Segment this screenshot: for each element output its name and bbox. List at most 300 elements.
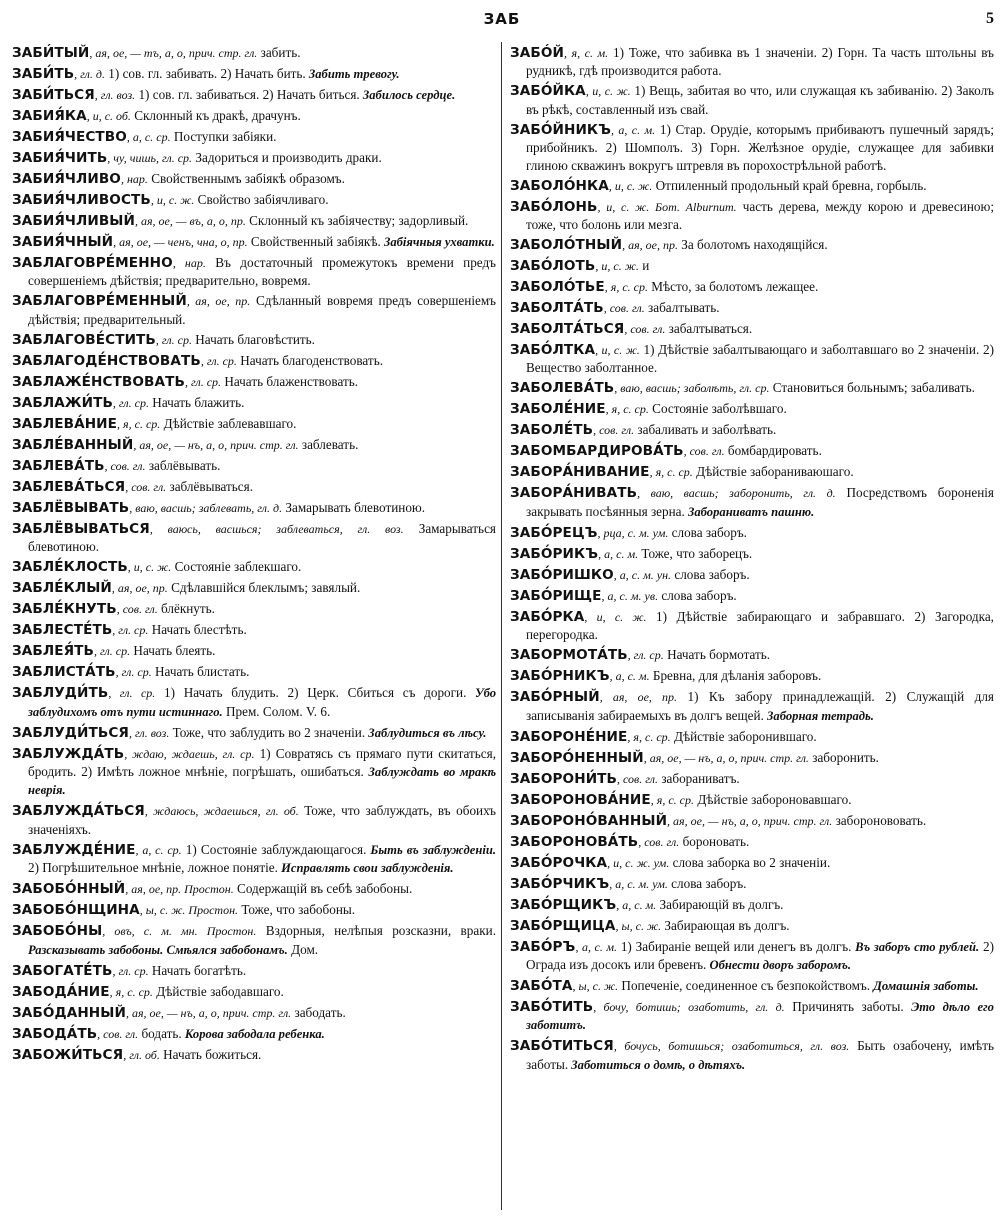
headword: ЗАБО́РИЩЕ: [510, 587, 602, 604]
definition: слова заборка во 2 значеніи.: [669, 854, 831, 870]
dictionary-entry: [12, 128, 496, 146]
headword: ЗАБО́ЛТКА: [510, 342, 596, 359]
dictionary-entry: [510, 278, 994, 296]
definition: Начать благовѣстить.: [191, 331, 315, 347]
dictionary-entry: [12, 373, 496, 391]
usage-example: Забить тревогу.: [305, 67, 400, 81]
headword: ЗАБОБО́НЩИНА: [12, 902, 140, 919]
definition: Начать блаженствовать.: [221, 373, 359, 389]
dictionary-entry: [510, 833, 994, 851]
headword: ЗАБЛЕВА́ТЬСЯ: [12, 478, 126, 495]
headword: ЗАБО́РЪ: [510, 938, 576, 955]
grammar-note: , и, с. ж. Бот. Alburnum.: [597, 199, 737, 214]
headword: ЗАБОРОНИ́ТЬ: [510, 770, 618, 787]
headword: ЗАБОРМОТА́ТЬ: [510, 647, 628, 664]
grammar-note: , и, с. ж.: [595, 343, 640, 358]
headword: ЗАБЛАЖИ́ТЬ: [12, 394, 113, 411]
definition: Причинять заботы.: [784, 999, 904, 1015]
dictionary-entry: [12, 457, 496, 475]
grammar-note: , ваю, васшь; заборонить, гл. д.: [637, 486, 836, 501]
dictionary-entry: [12, 642, 496, 660]
definition: 1) сов. гл. забиваться. 2) Начать биться.: [135, 87, 360, 102]
dictionary-entry: [510, 646, 994, 664]
headword: ЗАБОРА́НИВАТЬ: [510, 485, 638, 502]
headword: ЗАБОЛО́НКА: [510, 177, 609, 194]
dictionary-entry: [510, 977, 994, 995]
definition: заблёвывать.: [145, 457, 221, 473]
definition: 1) Начать блудить. 2) Церк. Сбиться съ дороги.: [155, 685, 467, 701]
grammar-note: , сов. гл.: [617, 771, 659, 786]
headword: ЗАБО́ТИТЬСЯ: [510, 1038, 614, 1055]
definition: заборонововать.: [832, 812, 927, 828]
headword: ЗАБО́РЧИКЪ: [510, 875, 610, 892]
headword: ЗАБИЯ́ЧЛИВОСТЬ: [12, 192, 151, 208]
definition: Посредствомъ бороненія закрывать посѣянныя зерна.: [526, 485, 994, 519]
definition: Дѣйствіе заборонившаго.: [670, 728, 817, 744]
grammar-note: , сов. гл.: [603, 301, 645, 316]
headword: ЗАБОБО́ННЫЙ: [12, 881, 126, 898]
dictionary-entry: [12, 499, 496, 517]
headword: ЗАБИ́ТЬ: [12, 66, 75, 82]
dictionary-entry: [12, 292, 496, 328]
dictionary-entry: [12, 1046, 496, 1064]
definition: 1) Къ забору принадлежащій. 2) Служащій для записыванія забираемыхъ въ долгъ вещей.: [526, 689, 994, 723]
grammar-note: , гл. ср.: [108, 686, 156, 701]
grammar-note: , гл. ср.: [627, 648, 664, 663]
headword: ЗАБЛАГОВЕ́СТИТЬ: [12, 331, 156, 348]
grammar-note: , ая, ое, — тъ, а, о, прич. стр. гл.: [89, 46, 258, 60]
grammar-note: , и, с. ж.: [150, 193, 195, 207]
headword: ЗАБОРОНО́ВАННЫЙ: [510, 812, 668, 829]
dictionary-entry: [12, 212, 496, 230]
usage-example: Быть въ заблужденіи.: [366, 842, 496, 857]
grammar-note: , и, с. ж.: [595, 259, 639, 274]
headword: ЗАБО́ТИТЬ: [510, 999, 594, 1016]
headword: ЗАБЛУДИ́ТЬСЯ: [12, 724, 129, 741]
dictionary-entry: [510, 1037, 994, 1074]
grammar-note: , ая, ое, — нъ, а, о, прич. стр. гл.: [125, 1005, 292, 1020]
dictionary-entry: [12, 149, 496, 167]
dictionary-entry: [12, 802, 496, 838]
grammar-note: , ваю, васшь; заболѣть, гл. ср.: [614, 381, 770, 396]
dictionary-entry: [12, 478, 496, 496]
dictionary-entry: [12, 44, 496, 62]
grammar-note: , я, с. ср.: [650, 792, 695, 807]
definition: 1) Забираніе вещей или денегъ въ долгъ.: [617, 938, 852, 954]
definition: слова заборъ.: [667, 875, 747, 891]
headword: ЗАБЛУЖДЕ́НИЕ: [12, 841, 136, 858]
grammar-note: , ая, ое, пр.: [599, 690, 678, 705]
headword: ЗАБОГАТЕ́ТЬ: [12, 962, 113, 979]
dictionary-entry: [12, 107, 496, 125]
grammar-note: , ы, с. ж. Простон.: [139, 903, 239, 918]
definition: Начать божиться.: [159, 1046, 262, 1062]
definition: Начать блажить.: [149, 394, 245, 410]
definition: Начать блестѣть.: [148, 622, 247, 638]
grammar-note: , сов. гл.: [104, 458, 146, 473]
grammar-note: , ваю, васшь; заблевать, гл. д.: [129, 500, 283, 515]
grammar-note: , чу, чишь, гл. ср.: [107, 151, 193, 165]
grammar-note: , ы, с. ж.: [572, 979, 619, 994]
dictionary-entry: [12, 962, 496, 980]
dictionary-entry: [12, 65, 496, 83]
grammar-note: , нар.: [120, 172, 148, 186]
grammar-note: , сов. гл.: [116, 602, 158, 617]
definition: Становиться больнымъ; забаливать.: [769, 380, 975, 396]
grammar-note: , сов. гл.: [683, 444, 725, 459]
dictionary-entry: [510, 341, 994, 377]
definition: заборонить.: [808, 749, 879, 765]
headword: ЗАБО́РИКЪ: [510, 545, 599, 562]
headword: ЗАБО́РНИКЪ: [510, 668, 610, 685]
headword: ЗАБОБО́НЫ: [12, 923, 103, 940]
definition: 1) Дѣйствіе забирающаго и забравшаго. 2) Загородка, перегородка.: [526, 608, 994, 643]
definition: 1) Совратясь съ прямаго пути скитаться, бродить. 2) Имѣть ложное мнѣніе, погрѣшать, ошибаться.: [28, 745, 496, 780]
definition: Сдѣлавшійся блеклымъ; завялый.: [167, 580, 361, 596]
headword: ЗАБОРОНОВА́ТЬ: [510, 833, 639, 850]
dictionary-entry: [510, 875, 994, 893]
dictionary-entry: [12, 600, 496, 618]
headword: ЗАБИ́ТЬСЯ: [12, 87, 95, 103]
grammar-note: , я, с. ср.: [117, 416, 161, 431]
dictionary-entry: [12, 520, 496, 556]
definition: забалтывать.: [644, 300, 720, 316]
definition: забить.: [257, 45, 301, 60]
headword: ЗАБИЯ́КА: [12, 108, 87, 124]
definition: Прем. Солом. V. 6.: [222, 703, 331, 719]
definition: Начать бормотать.: [663, 647, 771, 663]
left-column: [12, 44, 496, 1212]
definition: слова заборъ.: [658, 587, 737, 603]
usage-example: Исправлять свои заблужденія.: [277, 861, 454, 876]
headword: ЗАБЛАГОВРЕ́МЕННЫЙ: [12, 293, 187, 310]
headword: ЗАБЛЕ́ВАННЫЙ: [12, 436, 134, 453]
dictionary-entry: [12, 352, 496, 370]
headword: ЗАБО́ЙНИКЪ: [510, 121, 612, 138]
definition: Мѣсто, за болотомъ лежащее.: [648, 279, 819, 295]
grammar-note: , нар.: [172, 256, 206, 270]
usage-example: Корова забодала ребенка.: [181, 1026, 325, 1041]
dictionary-entry: [510, 896, 994, 914]
grammar-note: , а, с. м.: [616, 897, 657, 912]
definition: Начать богатѣть.: [148, 962, 247, 978]
definition: 1) Дѣйствіе забалтывающаго и заболтавшаго во 2 значеніи. 2) Вещество заболтанное.: [526, 342, 994, 376]
running-head: ЗАБ: [483, 10, 521, 28]
headword: ЗАБЛЁВЫВАТЬСЯ: [12, 520, 150, 537]
grammar-note: , я, с. ср.: [605, 402, 649, 417]
dictionary-entry: [12, 394, 496, 412]
dictionary-entry: [510, 121, 994, 174]
headword: ЗАБО́РЩИКЪ: [510, 896, 617, 913]
headword: ЗАБЛЕВА́НИЕ: [12, 415, 118, 432]
definition: заблевать.: [298, 436, 359, 452]
definition: Свойство забіячливаго.: [194, 192, 329, 207]
usage-example: Забораниватъ пашню.: [684, 504, 815, 519]
grammar-note: , гл. ср.: [112, 623, 149, 638]
dictionary-entry: [510, 688, 994, 725]
headword: ЗАБО́ЛОНЬ: [510, 198, 598, 215]
dictionary-entry: [12, 86, 496, 104]
grammar-note: , сов. гл.: [624, 322, 666, 337]
dictionary-entry: [12, 191, 496, 209]
usage-example: Убо заблудихомъ отъ пути истиннаго.: [28, 686, 496, 719]
definition: 1) Вещь, забитая во что, или служащая къ забиванію. 2) Заколъ въ рѣкѣ, составленный изъ свай.: [526, 83, 994, 117]
headword: ЗАБОЛО́ТЬЕ: [510, 279, 605, 296]
definition: Сдѣланный вовремя предъ совершеніемъ дѣйствія; предварительный.: [28, 293, 496, 327]
headword: ЗАБОРА́НИВАНИЕ: [510, 464, 650, 481]
definition: забораниватъ.: [658, 770, 740, 786]
grammar-note: , а, с. ср.: [135, 842, 182, 857]
headword: ЗАБО́РКА: [510, 608, 585, 625]
headword: ЗАБЛУЖДА́ТЬСЯ: [12, 803, 145, 820]
dictionary-entry: [510, 917, 994, 935]
definition: 1) Стар. Орудіе, которымъ прибиваютъ пушечный зарядъ; прибойникъ. 2) Шомполъ. 3) Горн. Желѣзное орудіе, служащее для забивки глиною скважинъ вокругъ штревля въ порохострѣльной работѣ.: [526, 121, 994, 173]
headword: ЗАБОДА́НИЕ: [12, 983, 110, 1000]
definition: Дѣйствіе забораниваюшаго.: [692, 464, 854, 480]
definition: Состояніе заблекшаго.: [171, 559, 302, 575]
dictionary-entry: [12, 983, 496, 1001]
grammar-note: , ваюсь, васшься; заблеваться, гл. воз.: [149, 521, 404, 536]
grammar-note: , я, с. ср.: [109, 984, 153, 999]
definition: Свойственнымъ забіякѣ образомъ.: [147, 171, 345, 186]
dictionary-entry: [510, 177, 994, 195]
definition: забаливать и заболѣвать.: [634, 422, 777, 438]
dictionary-entry: [12, 922, 496, 959]
dictionary-entry: [12, 880, 496, 898]
headword: ЗАБЛАЖЕ́НСТВОВАТЬ: [12, 373, 185, 390]
headword: ЗАБОЛТА́ТЬ: [510, 300, 604, 317]
grammar-note: , гл. ср.: [94, 644, 131, 659]
headword: ЗАБОРО́НЕННЫЙ: [510, 749, 644, 766]
dictionary-entry: [510, 236, 994, 254]
grammar-note: , овъ, с. м. мн. Простон.: [102, 924, 257, 939]
headword: ЗАБОЛЕВА́ТЬ: [510, 380, 615, 397]
dictionary-entry: [510, 608, 994, 644]
definition: Дѣйствіе забодавшаго.: [152, 983, 284, 999]
dictionary-entry: [510, 379, 994, 397]
dictionary-entry: [12, 1025, 496, 1043]
page-header: [0, 10, 1004, 32]
definition: бороновать.: [679, 833, 750, 849]
grammar-note: , сов. гл.: [125, 479, 167, 494]
dictionary-entry: [510, 854, 994, 872]
definition: слова заборъ.: [668, 524, 747, 540]
usage-example: Заборная тетрадь.: [763, 708, 874, 723]
usage-example: Это дѣло его заботитъ.: [526, 1000, 994, 1033]
definition: слова заборъ.: [671, 566, 750, 582]
grammar-note: , ая, ое, — нъ, а, о, прич. стр. гл.: [667, 813, 833, 828]
definition: Дѣйствіе заблевавшаго.: [160, 415, 297, 431]
definition: Бревна, для дѣланія заборовъ.: [649, 668, 822, 684]
definition: Дом.: [287, 941, 319, 957]
usage-example: Обнести дворъ заборомъ.: [706, 958, 852, 973]
dictionary-entry: [510, 299, 994, 317]
definition: Задориться и производить драки.: [192, 150, 382, 165]
page-number: 5: [986, 10, 994, 27]
grammar-note: , сов. гл.: [638, 834, 680, 849]
dictionary-entry: [510, 257, 994, 275]
grammar-note: , а, с. ср.: [126, 130, 171, 144]
usage-example: Заботиться о домѣ, о дѣтяхъ.: [568, 1057, 746, 1072]
definition: Поступки забіяки.: [170, 129, 277, 144]
headword: ЗАБО́ТА: [510, 978, 573, 995]
usage-example: Заблудиться въ лѣсу.: [365, 725, 487, 740]
dictionary-entry: [12, 233, 496, 251]
grammar-note: , а, с. м.: [598, 546, 639, 561]
headword: ЗАБЛУДИ́ТЬ: [12, 685, 109, 702]
dictionary-entry: [510, 791, 994, 809]
dictionary-entry: [510, 667, 994, 685]
headword: ЗАБЛЕ́КЛЫЙ: [12, 580, 112, 597]
grammar-note: , а, с. м.: [575, 939, 618, 954]
headword: ЗАБО́ЛОТЬ: [510, 258, 596, 275]
definition: 2) Погрѣшительное мнѣніе, ложное понятіе.: [28, 860, 278, 876]
dictionary-entry: [510, 728, 994, 746]
dictionary-entry: [12, 745, 496, 800]
headword: ЗАБЛЁВЫВАТЬ: [12, 499, 130, 516]
grammar-note: , ая, ое, пр. Простон.: [125, 882, 234, 897]
grammar-note: , ждаюсь, ждаешься, гл. об.: [144, 804, 299, 819]
grammar-note: , а, с. м. ун.: [613, 567, 672, 582]
dictionary-entry: [12, 901, 496, 919]
definition: Склонный къ дракѣ, драчунъ.: [130, 108, 301, 123]
grammar-note: , бочусь, ботишься; озаботиться, гл. воз.: [613, 1039, 850, 1054]
headword: ЗАБОЛТА́ТЬСЯ: [510, 321, 625, 338]
definition: Попеченіе, соединенное съ безпокойствомъ.: [618, 978, 871, 994]
dictionary-entry: [510, 938, 994, 975]
definition: 1) сов. гл. забивать. 2) Начать бить.: [104, 66, 306, 81]
grammar-note: , гл. ср.: [112, 963, 149, 978]
definition: Въ достаточный промежутокъ времени предъ совершеніемъ дѣйствія; предварительно, вовремя.: [28, 255, 496, 289]
definition: забалтываться.: [665, 321, 753, 337]
usage-example: Забилось сердце.: [359, 88, 456, 102]
headword: ЗАБЛЕСТЕ́ТЬ: [12, 622, 113, 639]
headword: ЗАБЛАГОВРЕ́МЕННО: [12, 255, 173, 271]
headword: ЗАБЛАГОДЕ́НСТВОВАТЬ: [12, 352, 201, 369]
grammar-note: , гл. об.: [123, 1047, 160, 1062]
headword: ЗАБИ́ТЫЙ: [12, 45, 90, 61]
headword: ЗАБЛУЖДА́ТЬ: [12, 745, 125, 762]
dictionary-entry: [12, 579, 496, 597]
grammar-note: , и, с. ж.: [585, 84, 631, 99]
grammar-note: , ая, ое, — нъ, а, о, прич. стр. гл.: [643, 750, 809, 765]
definition: Начать благоденствовать.: [236, 352, 383, 368]
dictionary-entry: [510, 524, 994, 542]
column-divider: [501, 42, 502, 1210]
dictionary-entry: [510, 998, 994, 1035]
grammar-note: , гл. ср.: [112, 395, 149, 410]
definition: Замарывать блевотиною.: [282, 499, 426, 515]
dictionary-entry: [510, 442, 994, 460]
definition: Начать блистать.: [151, 664, 250, 680]
dictionary-entry: [510, 320, 994, 338]
headword: ЗАБО́ДАННЫЙ: [12, 1004, 126, 1021]
grammar-note: , и, с. ж.: [608, 178, 653, 193]
dictionary-entry: [12, 170, 496, 188]
definition: 2) Ограда изъ досокъ или бревенъ.: [526, 938, 994, 973]
dictionary-entry: [510, 44, 994, 80]
definition: Тоже, что заблуждать, въ обоихъ значеніяхъ.: [28, 803, 496, 837]
dictionary-entry: [510, 484, 994, 521]
grammar-note: , гл. воз.: [128, 725, 170, 740]
headword: ЗАБЛЕ́КЛОСТЬ: [12, 559, 128, 576]
definition: 1) Состояніе заблуждающагося.: [181, 841, 367, 857]
headword: ЗАБОДА́ТЬ: [12, 1025, 98, 1042]
headword: ЗАБИЯ́ЧЛИВЫЙ: [12, 213, 135, 229]
grammar-note: , гл. ср.: [115, 665, 152, 680]
dictionary-entry: [510, 400, 994, 418]
definition: Забирающій въ долгъ.: [656, 896, 784, 912]
grammar-note: , гл. ср.: [200, 353, 237, 368]
definition: Быть озабочену, имѣть заботы.: [526, 1038, 994, 1072]
dictionary-entry: [12, 841, 496, 878]
headword: ЗАБЛЕЯ́ТЬ: [12, 643, 95, 660]
grammar-note: , я, с. ср.: [627, 729, 671, 744]
dictionary-entry: [12, 436, 496, 454]
grammar-note: , и, с. об.: [86, 109, 131, 123]
grammar-note: , ая, ое, — ченъ, чна, о, пр.: [113, 235, 248, 249]
grammar-note: , ая, ое, пр.: [186, 294, 251, 309]
headword: ЗАБОЛЕ́ТЬ: [510, 422, 594, 439]
grammar-note: , я, с. ср.: [604, 280, 648, 295]
dictionary-entry: [12, 415, 496, 433]
definition: и: [638, 258, 650, 274]
definition: Дѣйствіе забороновавшаго.: [694, 791, 852, 807]
definition: 1) Тоже, что забивка въ 1 значеніи. 2) Горн. Та часть штольны въ рудникѣ, гдѣ производится работа.: [526, 45, 994, 79]
definition: Тоже, что заборецъ.: [638, 545, 753, 561]
headword: ЗАБИЯ́ЧНЫЙ: [12, 234, 114, 250]
definition: Замарываться блевотиною.: [28, 520, 496, 555]
grammar-note: , а, с. м.: [611, 122, 656, 137]
definition: За болотомъ находящійся.: [677, 237, 828, 253]
dictionary-entry: [510, 566, 994, 584]
dictionary-entry: [510, 545, 994, 563]
dictionary-entry: [12, 684, 496, 721]
definition: Тоже, что заблудить во 2 значеніи.: [169, 724, 366, 740]
definition: Тоже, что забобоны.: [238, 902, 356, 918]
headword: ЗАБОМБАРДИРОВА́ТЬ: [510, 443, 684, 460]
grammar-note: , ая, ое, — въ, а, о, пр.: [134, 214, 246, 228]
headword: ЗАБО́РОЧКА: [510, 854, 608, 871]
usage-example: Разсказывать забобоны. Смѣялся забобонамъ.: [28, 942, 288, 957]
grammar-note: , сов. гл.: [593, 423, 635, 438]
definition: бомбардировать.: [724, 443, 822, 459]
headword: ЗАБОЖИ́ТЬСЯ: [12, 1046, 124, 1063]
grammar-note: , а, с. м. ув.: [601, 588, 659, 603]
headword: ЗАБИЯ́ЧЛИВО: [12, 171, 121, 187]
grammar-note: , я, с. ср.: [649, 465, 693, 480]
headword: ЗАБИЯ́ЧЕСТВО: [12, 129, 127, 145]
grammar-note: , ждаю, ждаешь, гл. ср.: [124, 746, 255, 761]
dictionary-entry: [510, 587, 994, 605]
definition: Вздорныя, нелѣпыя розсказни, враки.: [256, 923, 496, 939]
dictionary-entry: [510, 812, 994, 830]
dictionary-entry: [12, 663, 496, 681]
dictionary-entry: [12, 331, 496, 349]
definition: Забирающая въ долгъ.: [661, 917, 790, 933]
dictionary-entry: [510, 198, 994, 234]
grammar-note: , я, с. м.: [563, 46, 609, 60]
grammar-note: , гл. д.: [74, 67, 105, 81]
dictionary-entry: [510, 770, 994, 788]
headword: ЗАБОЛО́ТНЫЙ: [510, 237, 623, 254]
headword: ЗАБО́РНЫЙ: [510, 689, 600, 706]
definition: Свойственный забіякѣ.: [247, 234, 381, 249]
usage-example: Заблуждать во мракѣ неврія.: [28, 765, 496, 798]
headword: ЗАБО́РЩИЦА: [510, 917, 616, 934]
grammar-note: , а, с. м. ум.: [609, 876, 668, 891]
grammar-note: , сов. гл.: [97, 1026, 139, 1041]
